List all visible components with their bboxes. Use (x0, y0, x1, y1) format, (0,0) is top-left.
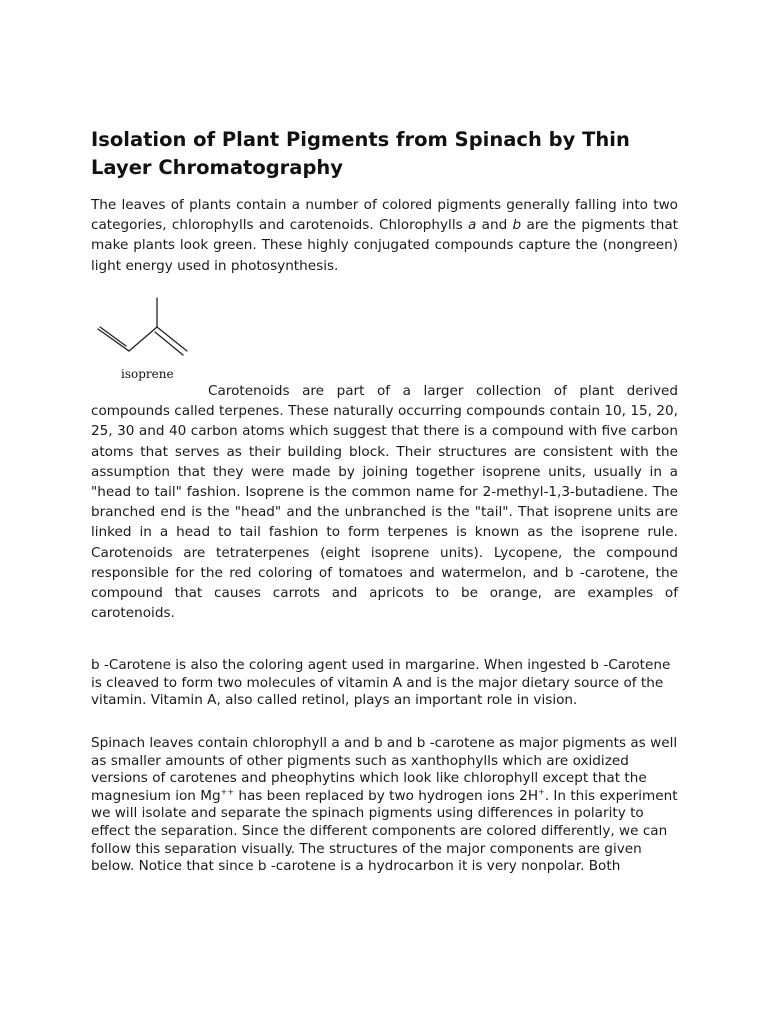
carotene-paragraph: b -Carotene is also the coloring agent used in margarine. When ingested b -Carotene is cleaved to form two molecules of vitamin A and is the major dietary source of the vitamin. Vitamin A, also called retinol, plays an important role in vision. (91, 657, 671, 709)
intro-paragraph (91, 195, 678, 276)
chlorophyll-a-label: a (468, 217, 477, 234)
isoprene-label: isoprene (121, 367, 174, 381)
spinach-text-part3: . In this experiment we will isolate and separate the spinach pigments using differences in polarity to effect the separation. Since the different components are colored differently, we can follow this separation visually. The structures of the major components are given below. Notice that since b -carotene is a hydrocarbon it is very nonpolar. Both (91, 787, 678, 875)
chlorophyll-b-label: b (512, 217, 522, 234)
terpenes-paragraph: Carotenoids are part of a larger collection of plant derived compounds called terpenes. These naturally occurring compounds contain 10, 15, 20, 25, 30 and 40 carbon atoms which suggest that there is a compound with five carbon atoms that serves as their building block. Their structures are consistent with the assumption that they were made by joining together isoprene units, usually in a "head to tail" fashion. Isoprene is the common name for 2-methyl-1,3-butadiene. The branched end is the "head" and the unbranched is the "tail". That isoprene units are linked in a head to tail fashion to form terpenes is known as the isoprene rule. Carotenoids are tetraterpenes (eight isoprene units). Lycopene, the compound responsible for the red coloring of tomatoes and watermelon, and b -carotene, the compound that causes carrots and apricots to be orange, are examples of carotenoids. (91, 383, 678, 622)
spinach-text-part2: has been replaced by two hydrogen ions 2H (234, 787, 539, 804)
intro-text-part1: The leaves of plants contain a number of colored pigments generally falling into two categories, chlorophylls and carotenoids. Chlorophylls (91, 197, 678, 234)
hydrogen-charge: + (538, 787, 545, 797)
magnesium-charge: ++ (220, 787, 235, 797)
intro-text-part3: are the pigments that make plants look green. These highly conjugated compounds capture the (nongreen) light energy used in photosynthesis. (91, 217, 678, 274)
document-title: Isolation of Plant Pigments from Spinach by Thin Layer Chromatography (91, 128, 630, 179)
spinach-paragraph (91, 735, 678, 876)
spinach-text-part1: Spinach leaves contain chlorophyll a and b and b -carotene as major pigments as well as smaller amounts of other pigments such as xanthophylls which are oxidized versions of carotenes and pheophytins which look like chlorophyll except that the magnesium ion Mg (91, 735, 678, 804)
intro-text-part2: and (476, 217, 513, 234)
